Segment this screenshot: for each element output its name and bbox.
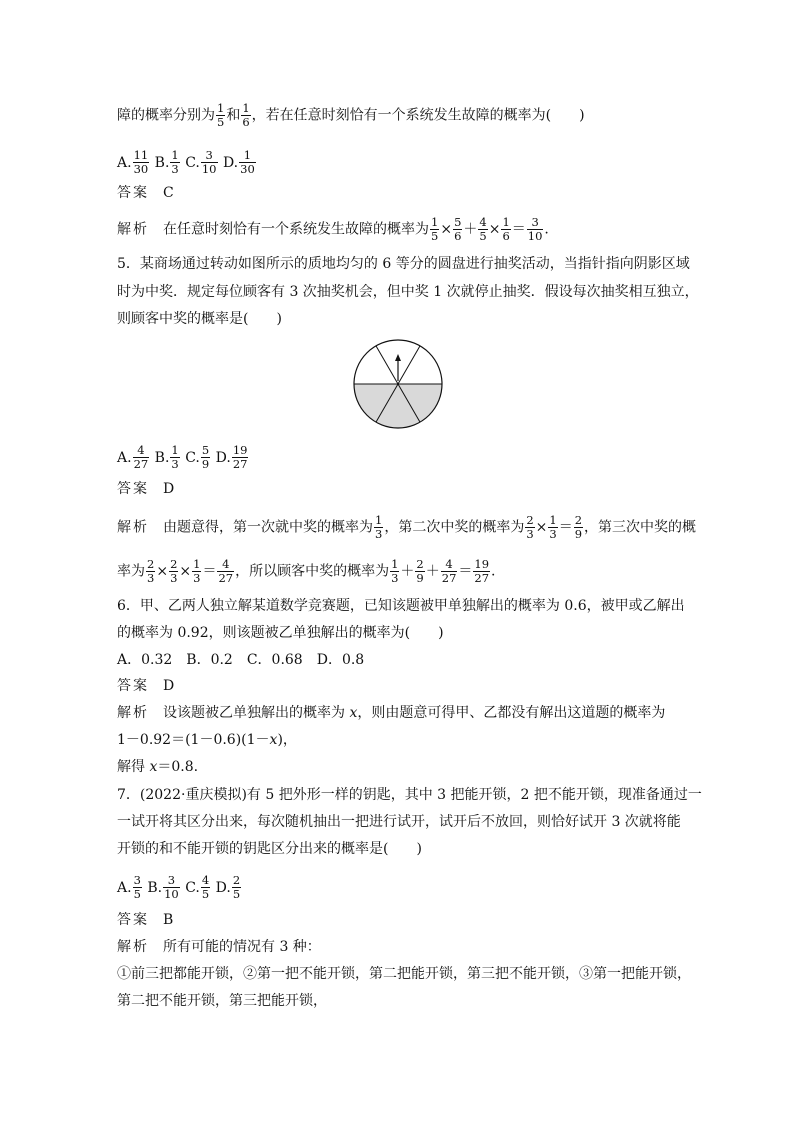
q4-stem-line: 障的概率分别为 $\frac{1}{5}$ 和 $\frac{1}{6}$ ，若在任意时刻恰有一个系统发生故障的概率为( ) [117,101,585,129]
fraction: $\frac{1}{6}$ [242,101,250,129]
q4-options [117,149,257,176]
q5-answer: 答案 D [117,481,175,497]
fraction: $\frac{1}{5}$ [217,101,225,129]
option-a: A. $\frac{4}{27}$ [117,443,149,471]
option-b: B. $\frac{1}{3}$ [154,148,179,176]
option-a: A. $\frac{3}{5}$ [117,873,141,901]
q7-options [117,874,242,901]
q7-solution-line-1: 解析 所有可能的情况有 3 种： [117,939,321,955]
pointer-arrowhead [395,354,401,361]
option-b: B. $\frac{1}{3}$ [154,443,179,471]
q6-solution-line-3: 解得 x＝0.8. [117,759,199,775]
q7-solution-line-3: 第二把不能开锁，第三把能开锁， [117,993,327,1009]
q5-solution-line-2: 率为 $\frac{2}{3}$ × $\frac{2}{3}$ × $\frac{1}{3}$ ＝ $\frac{4}{27}$ ，所以顾客中奖的概率为 $\frac{1}{3}$ ＋ $\frac{2}{9}$ ＋ $\frac{4}{27}$ ＝ $\frac{19}{27}$ . [117,557,496,585]
q5-options [117,444,249,471]
q7-stem-line-1: 7．(2022·重庆模拟)有 5 把外形一样的钥匙，其中 3 把能开锁，2 把不能开锁，现准备通过一 [117,787,702,803]
q4-solution: 解析 在任意时刻恰有一个系统发生故障的概率为 $\frac{1}{5}$ × $\frac{5}{6}$ ＋ $\frac{4}{5}$ × $\frac{1}{6}$ ＝ $\frac{3}{10}$ . [117,215,549,243]
q6-solution-line-1: 解析 设该题被乙单独解出的概率为 x，则由题意可得甲、乙都没有解出这道题的概率为 [117,705,666,721]
q7-stem-line-3: 开锁的和不能开锁的钥匙区分出来的概率是( ) [117,841,422,857]
q5-solution-line-1: 解析 由题意得，第一次就中奖的概率为 $\frac{1}{3}$ ，第二次中奖的概率为 $\frac{2}{3}$ × $\frac{1}{3}$ ＝ $\frac{2}{9}$ ，第三次中奖的概 [117,513,697,541]
q7-answer: 答案 B [117,912,174,928]
q6-stem-line-1: 6．甲、乙两人独立解某道数学竞赛题，已知该题被甲单独解出的概率为 0.6，被甲或乙解出 [117,598,685,614]
q5-stem-line-1: 5．某商场通过转动如图所示的质地均匀的 6 等分的圆盘进行抽奖活动，当指针指向阴影区域 [117,256,690,272]
q6-solution-line-2: 1－0.92＝(1－0.6)(1－x)， [117,732,297,748]
option-d: D. $\frac{19}{27}$ [215,443,248,471]
spinner-wheel-figure [351,337,445,431]
option-a: A. $\frac{11}{30}$ [117,148,149,176]
q6-stem-line-2: 的概率为 0.92，则该题被乙单独解出的概率为( ) [117,625,444,641]
option-d: D. $\frac{1}{30}$ [222,148,255,176]
option-b: B. $\frac{3}{10}$ [147,873,179,901]
q7-solution-line-2: ①前三把都能开锁，②第一把不能开锁，第二把能开锁，第三把不能开锁，③第一把能开锁， [117,966,691,982]
q7-stem-line-2: 一试开将其区分出来，每次随机抽出一把进行试开，试开后不放回，则恰好试开 3 次就将能 [117,814,681,830]
q4-answer: 答案 C [117,185,174,201]
q6-options: A．0.32 B．0.2 C．0.68 D．0.8 [117,652,365,668]
q5-stem-line-3: 则顾客中奖的概率是( ) [117,311,282,327]
option-c: C. $\frac{3}{10}$ [185,148,217,176]
option-c: C. $\frac{4}{5}$ [185,873,210,901]
option-c: C. $\frac{5}{9}$ [185,443,210,471]
q5-stem-line-2: 时为中奖．规定每位顾客有 3 次抽奖机会，但中奖 1 次就停止抽奖．假设每次抽奖相互独立， [117,284,699,300]
option-d: D. $\frac{2}{5}$ [215,873,241,901]
q6-answer: 答案 D [117,678,175,694]
shaded-region [354,384,442,428]
